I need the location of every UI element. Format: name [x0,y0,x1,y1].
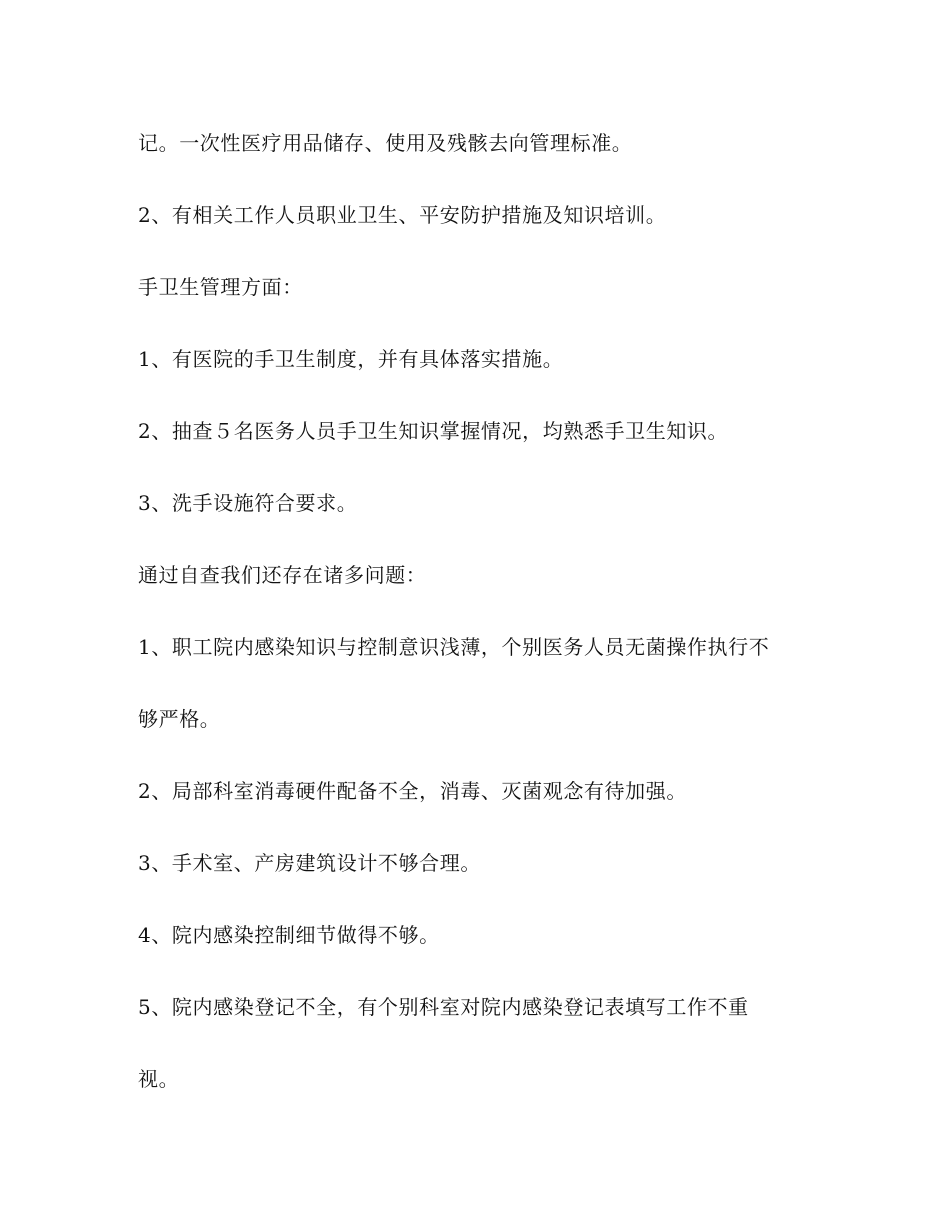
text-line: 视。 [138,1067,180,1091]
section-heading: 通过自查我们还存在诸多问题： [138,563,427,587]
text-line: 3、手术室、产房建筑设计不够合理。 [138,851,481,875]
text-line: 3、洗手设施符合要求。 [138,491,358,515]
text-line: 4、院内感染控制细节做得不够。 [138,923,440,947]
text-line: 1、职工院内感染知识与控制意识浅薄，个别医务人员无菌操作执行不 [138,635,770,659]
section-heading: 手卫生管理方面： [138,275,303,299]
text-line: 够严格。 [138,707,221,731]
text-line: 5、院内感染登记不全，有个别科室对院内感染登记表填写工作不重 [138,995,749,1019]
text-line: 记。一次性医疗用品储存、使用及残骸去向管理标准。 [138,131,633,155]
text-line: 2、有相关工作人员职业卫生、平安防护措施及知识培训。 [138,203,667,227]
text-line: 2、局部科室消毒硬件配备不全，消毒、灭菌观念有待加强。 [138,779,687,803]
text-line: 2、抽查５名医务人员手卫生知识掌握情况，均熟悉手卫生知识。 [138,419,729,443]
text-line: 1、有医院的手卫生制度，并有具体落实措施。 [138,347,564,371]
